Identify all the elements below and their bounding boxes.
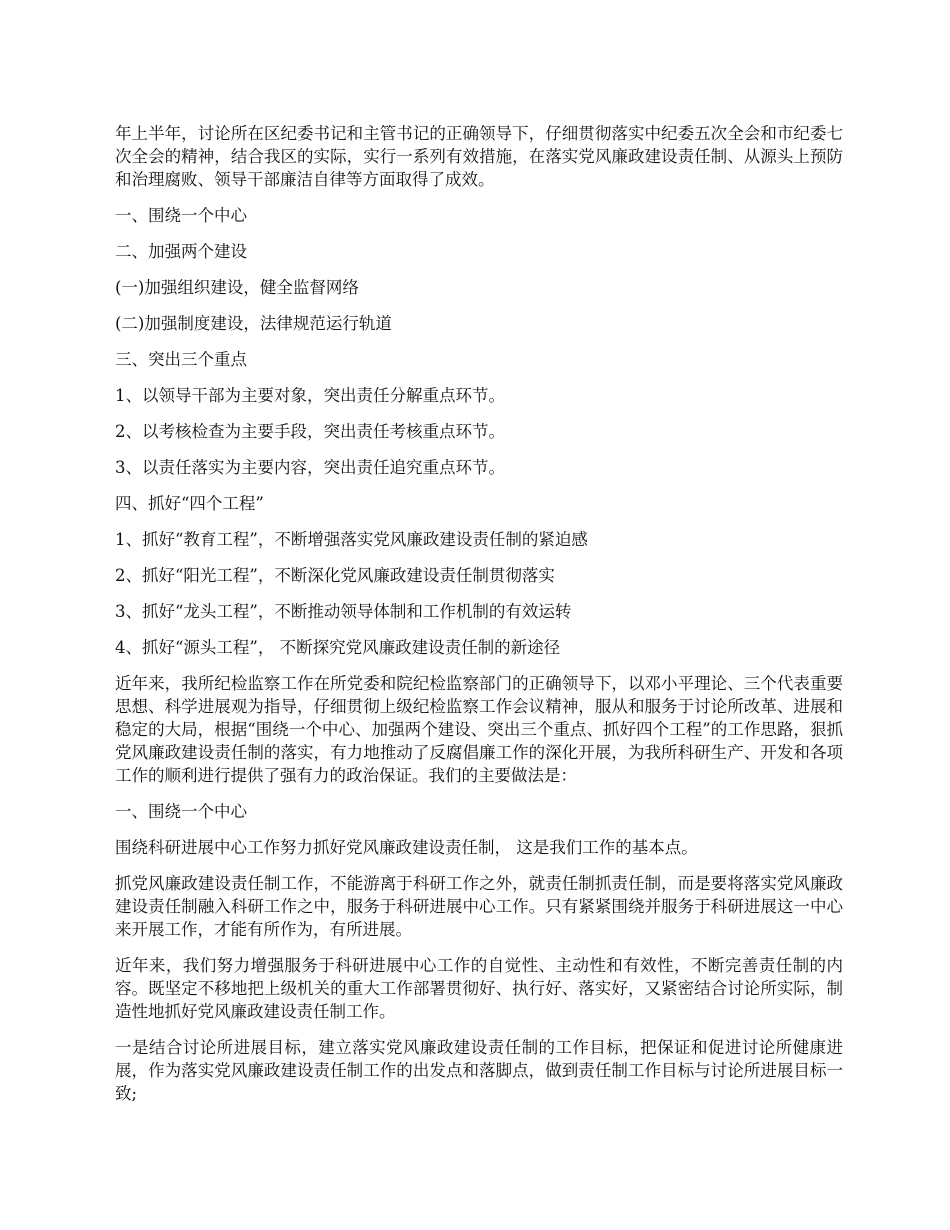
- list-item: 4、抓好“源头工程”， 不断探究党风廉政建设责任制的新途径: [115, 638, 561, 657]
- list-item: 3、抓好“龙头工程”，不断推动领导体制和工作机制的有效运转: [115, 602, 572, 621]
- body-paragraph: 近年来，我们努力增强服务于科研进展中心工作的自觉性、主动性和有效性，不断完善责任制的内容。既坚定不移地把上级机关的重大工作部署贯彻好、执行好、落实好，又紧密结合讨论所实际，制造性地抓好党风廉政建设责任制工作。: [115, 956, 843, 1021]
- subheading-organization: (一)加强组织建设，健全监督网络: [115, 278, 359, 297]
- intro-paragraph: 年上半年，讨论所在区纪委书记和主管书记的正确领导下，仔细贯彻落实中纪委五次全会和市纪委七次全会的精神，结合我区的实际，实行一系列有效措施，在落实党风廉政建设责任制、从源头上预防和治理腐败、领导干部廉洁自律等方面取得了成效。: [115, 124, 843, 189]
- list-item: 1、抓好“教育工程”，不断增强落实党风廉政建设责任制的紧迫感: [115, 530, 588, 549]
- subheading-system: (二)加强制度建设，法律规范运行轨道: [115, 314, 392, 333]
- heading-two-constructions: 二、加强两个建设: [115, 242, 247, 261]
- body-paragraph: 近年来，我所纪检监察工作在所党委和院纪检监察部门的正确领导下，以邓小平理论、三个代表重要思想、科学进展观为指导，仔细贯彻上级纪检监察工作会议精神，服从和服务于讨论所改革、进展和稳定的大局，根据“围绕一个中心、加强两个建设、突出三个重点、抓好四个工程”的工作思路，狠抓党风廉政建设责任制的落实，有力地推动了反腐倡廉工作的深化开展，为我所科研生产、开发和各项工作的顺利进行提供了强有力的政治保证。我们的主要做法是：: [115, 674, 843, 785]
- heading-one-center: 一、围绕一个中心: [115, 206, 247, 225]
- body-paragraph: 围绕科研进展中心工作努力抓好党风廉政建设责任制， 这是我们工作的基本点。: [115, 838, 698, 857]
- list-item: 2、抓好“阳光工程”，不断深化党风廉政建设责任制贯彻落实: [115, 566, 555, 585]
- document-body: [115, 122, 843, 1118]
- body-paragraph: 一是结合讨论所进展目标，建立落实党风廉政建设责任制的工作目标，把保证和促进讨论所健康进展，作为落实党风廉政建设责任制工作的出发点和落脚点，做到责任制工作目标与讨论所进展目标一致;: [115, 1038, 843, 1103]
- list-item: 1、以领导干部为主要对象，突出责任分解重点环节。: [115, 386, 505, 405]
- list-item: 3、以责任落实为主要内容，突出责任追究重点环节。: [115, 458, 505, 477]
- heading-three-focus: 三、突出三个重点: [115, 350, 247, 369]
- heading-one-center-repeat: 一、围绕一个中心: [115, 802, 247, 821]
- body-paragraph: 抓党风廉政建设责任制工作，不能游离于科研工作之外，就责任制抓责任制，而是要将落实党风廉政建设责任制融入科研工作之中，服务于科研进展中心工作。只有紧紧围绕并服务于科研进展这一中心来开展工作，才能有所作为，有所进展。: [115, 874, 843, 939]
- heading-four-projects: 四、抓好“四个工程”: [115, 494, 264, 513]
- list-item: 2、以考核检查为主要手段，突出责任考核重点环节。: [115, 422, 505, 441]
